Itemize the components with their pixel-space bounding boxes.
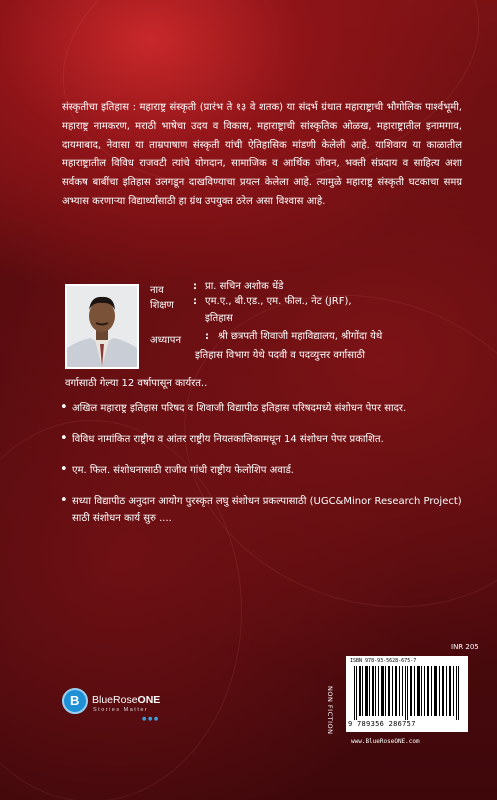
genre-label: NON FICTION [326,686,334,735]
achievement-item: • सध्या विद्यापीठ अनुदान आयोग पुरस्कृत लघु संशोधन प्रकल्पासाठी (UGC&Minor Research Project) साठी संशोधन कार्य सुरु .... [60,493,470,527]
barcode [346,656,468,732]
name-label: नाव [150,285,164,296]
isbn-text: ISBN 978-93-5628-675-7 [350,658,417,664]
barcode-digits: 9 789356 286757 [348,720,416,728]
education-line-1: एम.ए., बी.एड., एम. फील., नेट (JRF), [205,296,352,307]
achievement-item: • एम. फिल. संशोधनासाठी राजीव गांधी राष्ट्रीय फेलोशिप अवार्ड. [60,462,470,479]
achievement-item: • अखिल महाराष्ट्र इतिहास परिषद व शिवाजी विद्यापीठ इतिहास परिषदमध्ये संशोधन पेपर सादर. [60,400,470,417]
logo-letter: B [70,693,80,708]
education-label: शिक्षण [150,300,174,311]
teaching-line-1: श्री छत्रपती शिवाजी महाविद्यालय, श्रीगोंदा येथे [218,331,383,342]
achievements-list [60,400,470,541]
publisher-name [92,694,160,706]
teaching-line-3: वर्गासाठी गेल्या 12 वर्षापासून कार्यरत.. [65,378,208,389]
social-icons: ● ● ● [142,716,159,722]
education-line-2: इतिहास [205,313,233,324]
author-name: प्रा. सचिन अशोक धेंडे [205,281,284,292]
teaching-label: अध्यापन [150,335,182,346]
education-separator: : [193,296,197,307]
book-description: संस्कृतीचा इतिहास : महाराष्ट्र संस्कृती (प्रारंभ ते १३ वे शतक) या संदर्भ ग्रंथात महाराष्ट्राची भौगोलिक पार्श्वभूमी, महाराष्ट्र नामकरण, मराठी भाषेचा उदय व विकास, महाराष्ट्राची सांस्कृतिक ओळख, महाराष्ट्रातील इनामगाव, दायमाबाद, नेवासा या ताम्रपाषाण संस्कृती यांची ऐतिहासिक मांडणी केलेली आहे. याशिवाय या काळातील महाराष्ट्रातील विविध राजवटी त्यांचे योगदान, सामाजिक व आर्थिक जीवन, भक्ती संप्रदाय व साहित्य अशा सर्वकष बाबींचा इतिहास उलगडून दाखविण्याचा प्रयत्न केलेला आहे. त्यामुळे महाराष्ट्र संस्कृती घटकाचा समग्र अभ्यास करणाऱ्या विद्यार्थ्यांसाठी हा ग्रंथ उपयुक्त ठरेल असा विश्वास आहे. [62,102,462,207]
teaching-separator: : [205,331,209,342]
publisher-tagline: Stories Matter [93,707,149,713]
teaching-line-2: इतिहास विभाग येथे पदवी व पदव्युत्तर वर्गासाठी [195,350,365,361]
barcode-bars [354,666,460,720]
publisher-logo-icon [62,688,88,714]
website-url: www.BlueRoseONE.com [351,738,420,745]
achievement-item: • विविध नामांकित राष्ट्रीय व आंतर राष्ट्रीय नियतकालिकामधून 14 संशोधन पेपर प्रकाशित. [60,431,470,448]
price-tag: INR 205 [451,643,479,651]
publisher-name-accent: ONE [137,694,161,706]
author-photo [65,284,139,369]
publisher-name-main: BlueRose [92,694,138,706]
name-separator: : [193,281,197,292]
